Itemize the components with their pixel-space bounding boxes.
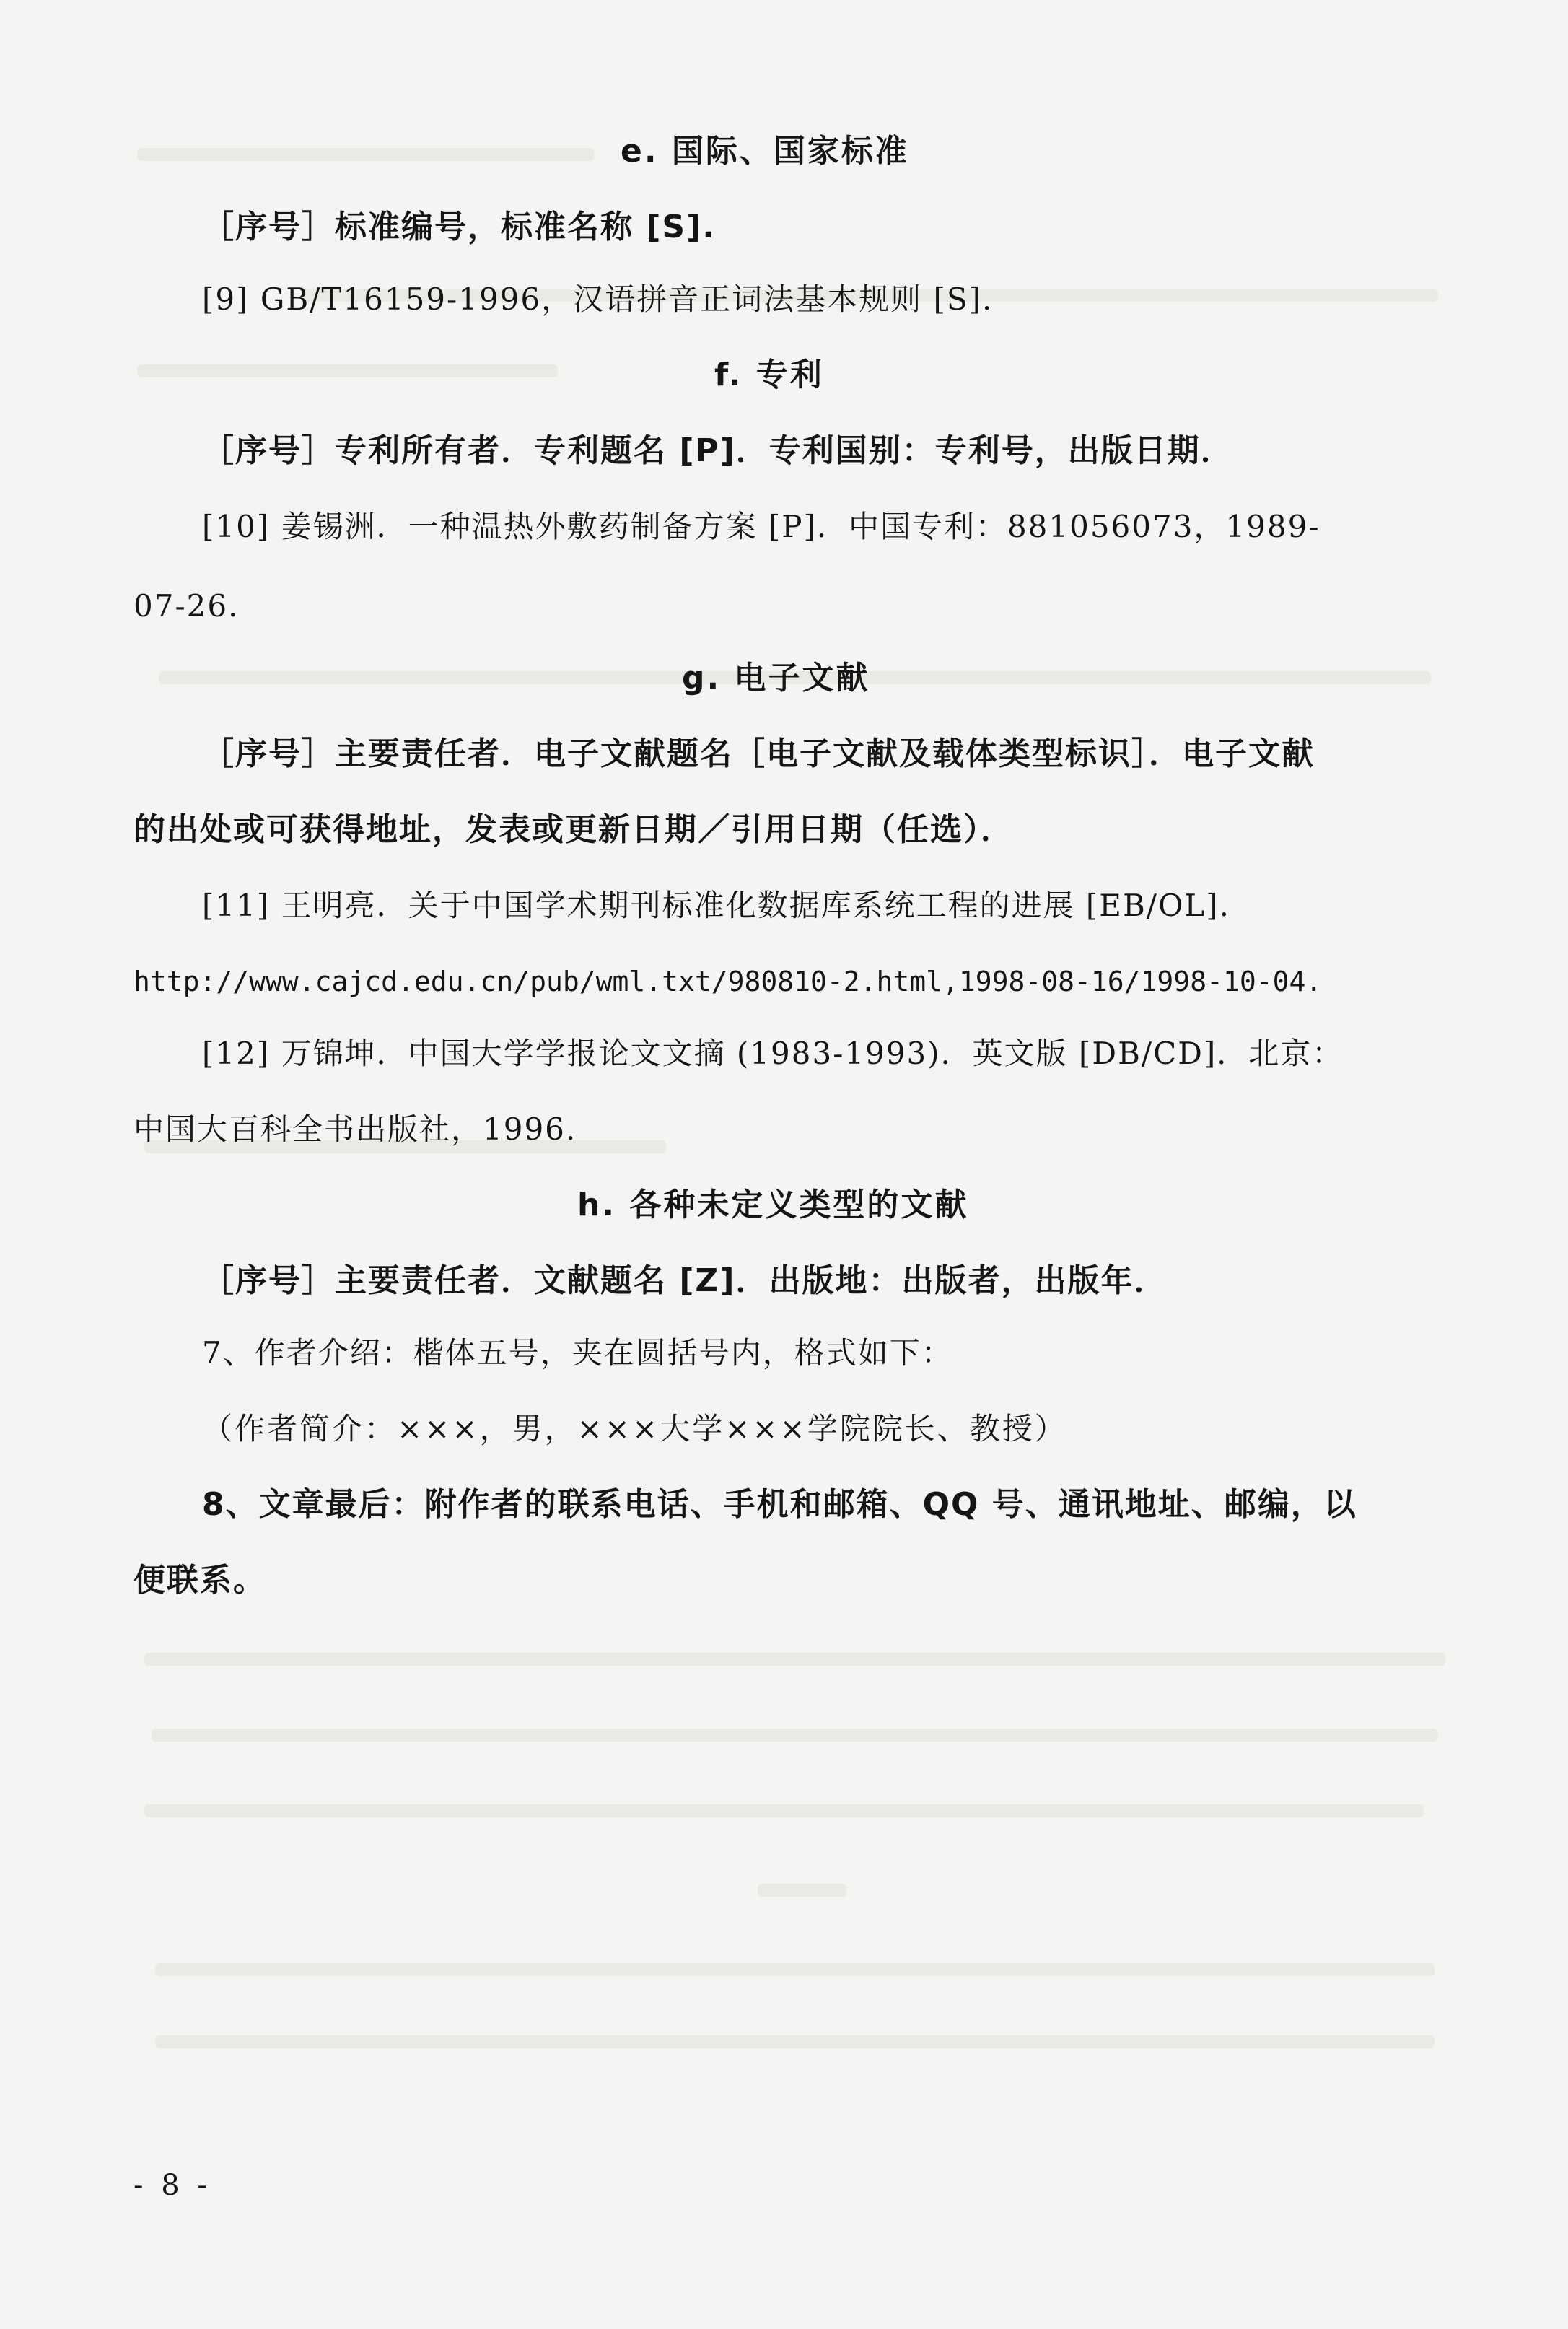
- contact-info-rule-line1: 8、文章最后：附作者的联系电话、手机和邮箱、QQ 号、通讯地址、邮编，以: [202, 1486, 1357, 1523]
- electronic-example12-line1: [12] 万锦坤．中国大学学报论文文摘 (1983-1993)．英文版 [DB/CD]．北京：: [202, 1036, 1344, 1071]
- bleed-through: [155, 2035, 1435, 2048]
- electronic-example11-url: http://www.cajcd.edu.cn/pub/wml.txt/980810-2.html,1998-08-16/1998-10-04.: [133, 966, 1323, 997]
- bleed-through: [144, 1653, 1445, 1666]
- bleed-through: [152, 1729, 1438, 1742]
- page-number: - 8 -: [133, 2169, 211, 2202]
- bleed-through: [137, 364, 558, 377]
- author-intro-example: （作者简介：×××，男，×××大学×××学院院长、教授）: [202, 1411, 1067, 1446]
- bleed-through: [144, 1804, 1424, 1817]
- patent-example-line2: 07-26.: [133, 588, 240, 624]
- patent-example-line1: [10] 姜锡洲．一种温热外敷药制备方案 [P]．中国专利：881056073，1989-: [202, 509, 1320, 544]
- contact-info-rule-line2: 便联系。: [133, 1562, 266, 1599]
- section-heading-undefined: h. 各种未定义类型的文献: [577, 1187, 969, 1223]
- bleed-through: [758, 1884, 846, 1897]
- section-heading-patent: f. 专利: [714, 357, 824, 393]
- bleed-through: [155, 1963, 1435, 1976]
- undefined-template: ［序号］主要责任者．文献题名 [Z]．出版地：出版者，出版年．: [202, 1262, 1168, 1299]
- electronic-template-line1: ［序号］主要责任者．电子文献题名［电子文献及载体类型标识］．电子文献: [202, 735, 1315, 772]
- section-heading-standards: e. 国际、国家标准: [621, 133, 909, 170]
- section-heading-electronic: g. 电子文献: [682, 660, 870, 696]
- standards-template: ［序号］标准编号，标准名称 [S].: [202, 209, 716, 245]
- electronic-template-line2: 的出处或可获得地址，发表或更新日期／引用日期（任选）．: [133, 811, 1014, 848]
- electronic-example11-line1: [11] 王明亮．关于中国学术期刊标准化数据库系统工程的进展 [EB/OL].: [202, 888, 1231, 923]
- electronic-example12-line2: 中国大百科全书出版社，1996.: [133, 1111, 577, 1147]
- patent-template: ［序号］专利所有者．专利题名 [P]．专利国别：专利号，出版日期．: [202, 432, 1234, 469]
- standards-example: [9] GB/T16159-1996，汉语拼音正词法基本规则 [S].: [202, 281, 994, 317]
- bleed-through: [137, 148, 594, 161]
- author-intro-rule: 7、作者介绍：楷体五号，夹在圆括号内，格式如下：: [202, 1335, 953, 1371]
